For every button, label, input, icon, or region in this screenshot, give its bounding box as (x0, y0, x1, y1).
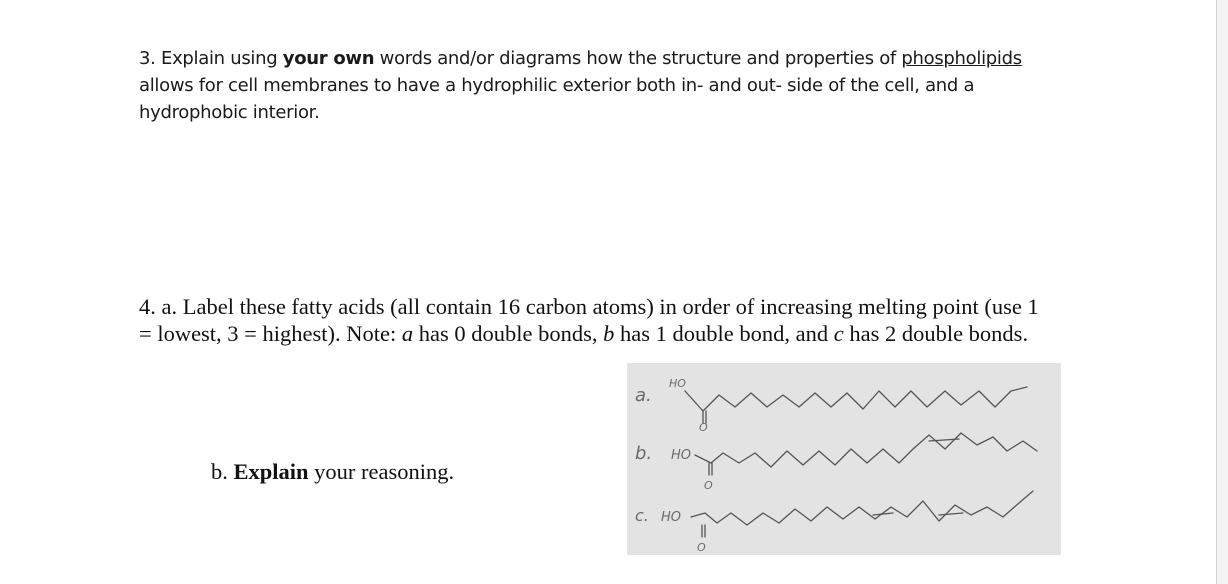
oxygen-b: O (704, 479, 713, 492)
ho-a: HO (669, 377, 686, 390)
oxygen-c: O (697, 541, 706, 554)
fatty-acid-drawing (627, 363, 1061, 555)
chain-c (691, 491, 1033, 525)
label-c: c. (635, 506, 649, 525)
q4b-bold: Explain (233, 459, 309, 484)
q4b-prefix: b. (211, 459, 234, 484)
q4a-text-1: 4. a. Label these fatty acids (all contain 16 carbon atoms) in order of increasing melting point (use 1 = lowest, 3 = highest). Note: (139, 294, 1039, 346)
q4a-text-2: has 0 double bonds, (413, 321, 604, 346)
question-4b (211, 458, 454, 485)
q4b-rest: your reasoning. (308, 459, 455, 484)
carbonyl-c (702, 525, 705, 537)
chain-b (695, 433, 1037, 467)
q4a-var-b: b (603, 321, 615, 346)
q3-underlined-term: phospholipids (901, 48, 1022, 69)
ho-c: HO (661, 510, 682, 525)
label-b: b. (635, 443, 653, 464)
chain-a (685, 387, 1027, 411)
q3-emphasis: your own (282, 48, 375, 69)
question-3 (139, 45, 1059, 126)
q3-text-mid: words and/or diagrams how the structure and properties of (374, 48, 902, 69)
page-edge-scrollbar (1216, 0, 1228, 584)
q4a-var-c: c (833, 321, 844, 346)
q3-text-rest: allows for cell membranes to have a hydrophilic exterior both in- and out- side of the cell, and a hydrophobic interior. (139, 75, 975, 123)
double-bond-c2 (939, 513, 963, 515)
oxygen-a: O (699, 421, 708, 434)
carbonyl-b (709, 463, 712, 475)
ho-b: HO (671, 448, 692, 463)
fatty-acid-handwritten-figure (627, 363, 1061, 555)
q4a-text-4: has 2 double bonds. (843, 321, 1029, 346)
question-4a (139, 293, 1049, 347)
q4a-var-a: a (401, 321, 414, 346)
q3-text-prefix: 3. Explain using (139, 48, 283, 69)
q4a-text-3: has 1 double bond, and (614, 321, 834, 346)
label-a: a. (635, 385, 652, 406)
